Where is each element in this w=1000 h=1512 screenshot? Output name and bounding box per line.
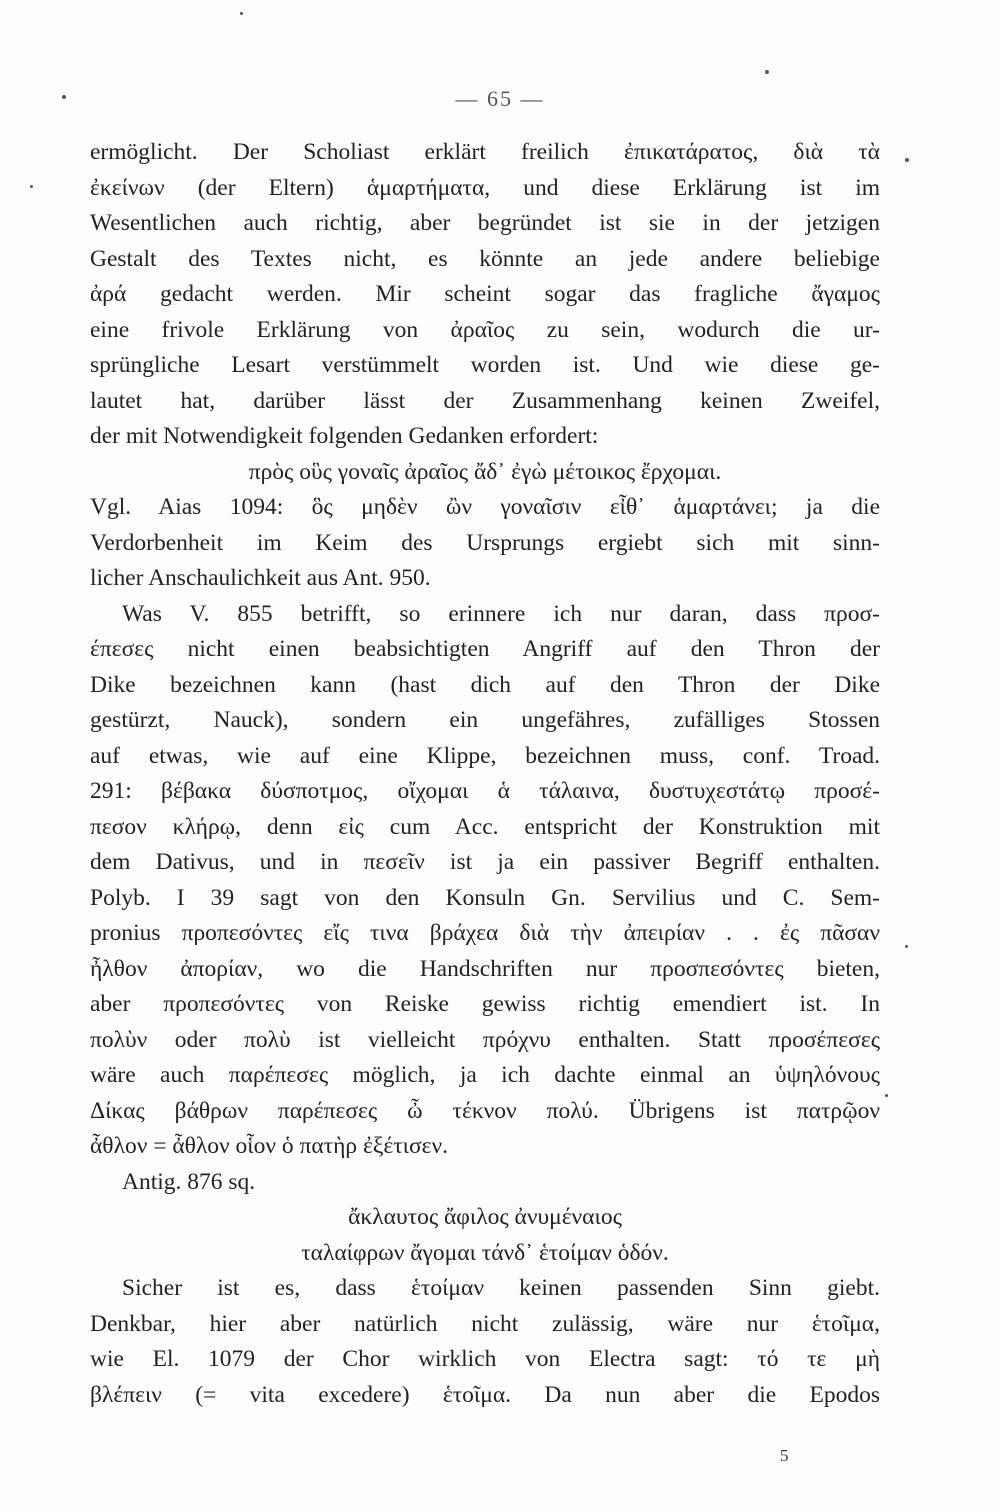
text-line: Was V. 855 betrifft, so erinnere ich nur daran, dass προσ-: [122, 600, 880, 627]
scan-speck: [62, 95, 66, 99]
scan-speck: [885, 1094, 888, 1097]
text-line: ἆθλον = ἆθλον οἷον ὁ πατὴρ ἐξέτισεν.: [90, 1133, 449, 1159]
citation-line: Antig. 876 sq.: [122, 1168, 256, 1195]
text-line: Verdorbenheit im Keim des Ursprungs ergiebt sich mit sinn-: [90, 529, 880, 556]
text-line: wie El. 1079 der Chor wirklich von Electra sagt: τό τε μὴ: [90, 1346, 880, 1372]
greek-quote-line: ταλαίφρων ἄγομαι τάνδ᾿ ἑτοίμαν ὁδόν.: [301, 1239, 669, 1266]
text-line: aber προπεσόντες von Reiske gewiss richtig emendiert ist. In: [90, 991, 880, 1017]
scan-speck: [765, 70, 769, 74]
scan-speck: [240, 12, 243, 15]
text-line: ermöglicht. Der Scholiast erklärt freilich ἐπικατάρατος, διὰ τὰ: [90, 139, 880, 165]
text-line: Dike bezeichnen kann (hast dich auf den Thron der Dike: [90, 671, 880, 698]
text-line: der mit Notwendigkeit folgenden Gedanken erfordert:: [90, 423, 599, 449]
text-line: Wesentlichen auch richtig, aber begründet ist sie in der jetzigen: [90, 210, 880, 236]
scan-speck: [905, 945, 908, 948]
text-line: πεσον κλήρῳ, denn εἰς cum Acc. entspricht der Konstruktion mit: [90, 813, 880, 840]
text-line: ἀρά gedacht werden. Mir scheint sogar das fragliche ἄγαμος: [90, 281, 880, 307]
text-line: lautet hat, darüber lässt der Zusammenhang keinen Zweifel,: [90, 387, 880, 414]
text-line: Denkbar, hier aber natürlich nicht zulässig, wäre nur ἑτοῖμα,: [90, 1310, 880, 1337]
text-line: ἐκείνων (der Eltern) ἁμαρτήματα, und diese Erklärung ist im: [90, 174, 880, 201]
text-line: ἦλθον ἀπορίαν, wo die Handschriften nur προσπεσόντες bieten,: [90, 955, 880, 982]
text-line: auf etwas, wie auf eine Klippe, bezeichnen muss, conf. Troad.: [90, 742, 880, 769]
page-header: — 65 —: [455, 86, 545, 111]
text-line: eine frivole Erklärung von ἀραῖος zu sein, wodurch die ur-: [90, 316, 880, 343]
text-line: dem Dativus, und in πεσεῖν ist ja ein passiver Begriff enthalten.: [90, 849, 880, 875]
text-line: Vgl. Aias 1094: ὃς μηδὲν ὢν γοναῖσιν εἶθ᾿ ἁμαρτάνει; ja die: [90, 494, 880, 520]
text-line: Sicher ist es, dass ἑτοίμαν keinen passenden Sinn giebt.: [122, 1275, 880, 1301]
text-line: licher Anschaulichkeit aus Ant. 950.: [90, 565, 431, 591]
scan-speck: [30, 185, 33, 188]
text-line: wäre auch παρέπεσες möglich, ja ich dachte einmal an ὑψηλόνους: [90, 1062, 880, 1088]
text-line: 291: βέβακα δύσποτμος, οἴχομαι ἁ τάλαινα, δυστυχεστάτῳ προσέ-: [90, 778, 880, 804]
text-line: έπεσες nicht einen beabsichtigten Angriff auf den Thron der: [90, 636, 880, 662]
text-line: βλέπειν (= vita excedere) ἑτοῖμα. Da nun aber die Epodos: [90, 1381, 880, 1408]
text-line: Gestalt des Textes nicht, es könnte an jede andere beliebige: [90, 245, 880, 272]
greek-quote-line: πρὸς οὓς γοναῖς ἀραῖος ἄδ᾿ ἐγὼ μέτοικος ἔρχομαι.: [248, 458, 722, 485]
text-line: Δίκας βάθρων παρέπεσες ὦ τέκνον πολύ. Übrigens ist πατρῷον: [90, 1097, 880, 1124]
text-line: πολὺν oder πολὺ ist vielleicht πρόχνυ enthalten. Statt προσέπεσες: [90, 1026, 880, 1053]
text-line: gestürzt, Nauck), sondern ein ungefähres, zufälliges Stossen: [90, 707, 880, 733]
page-footer-number: 5: [780, 1446, 789, 1465]
text-line: Polyb. I 39 sagt von den Konsuln Gn. Servilius und C. Sem-: [90, 884, 880, 911]
scan-speck: [905, 158, 909, 162]
greek-quote-line: ἄκλαυτος ἄφιλος ἀνυμέναιος: [348, 1204, 622, 1230]
text-line: pronius προπεσόντες εἴς τινα βράχεα διὰ τὴν ἀπειρίαν . . ἐς πᾶσαν: [90, 920, 880, 946]
body-text: [90, 135, 880, 1413]
text-line: sprüngliche Lesart verstümmelt worden ist. Und wie diese ge-: [90, 352, 880, 378]
